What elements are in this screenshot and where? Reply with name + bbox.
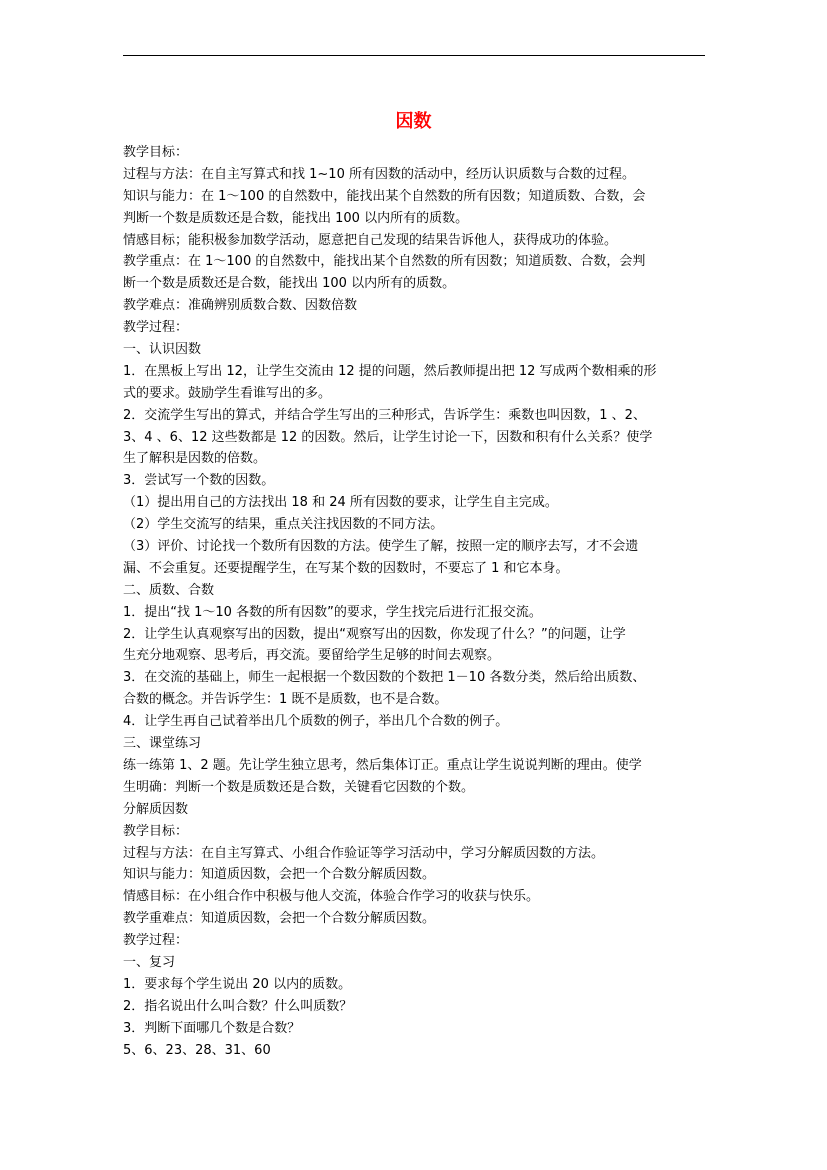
text-line: 过程与方法：在自主写算式和找 1~10 所有因数的活动中，经历认识质数与合数的过程。 bbox=[123, 166, 635, 182]
text-line: 判断一个数是质数还是合数，能找出 100 以内所有的质数。 bbox=[123, 210, 469, 226]
text-line: 合数的概念。并告诉学生：1 既不是质数，也不是合数。 bbox=[123, 692, 448, 708]
text-line: 3．尝试写一个数的因数。 bbox=[123, 473, 275, 489]
header-rule bbox=[123, 55, 705, 56]
text-line: 教学目标： bbox=[123, 145, 189, 160]
text-line: 分解质因数 bbox=[123, 801, 189, 817]
text-line: 2．交流学生写出的算式，并结合学生写出的三种形式，告诉学生：乘数也叫因数，1 、2、 bbox=[123, 407, 646, 423]
text-line: 教学目标： bbox=[123, 823, 189, 839]
text-line: 1．在黑板上写出 12，让学生交流由 12 提的问题，然后教师提出把 12 写成两个数相乘的形 bbox=[123, 363, 657, 379]
text-line: 教学过程： bbox=[123, 320, 189, 336]
text-line: 3、4 、6、12 这些数都是 12 的因数。然后，让学生讨论一下，因数和积有什么关系？使学 bbox=[123, 429, 653, 445]
text-line: 5、6、23、28、31、60 bbox=[123, 1042, 271, 1058]
text-line: 二、质数、合数 bbox=[123, 582, 215, 598]
text-line: 4．让学生再自己试着举出几个质数的例子，举出几个合数的例子。 bbox=[123, 714, 509, 730]
text-line: （1）提出用自己的方法找出 18 和 24 所有因数的要求，让学生自主完成。 bbox=[123, 495, 558, 511]
text-line: 教学难点：准确辨别质数合数、因数倍数 bbox=[123, 298, 358, 314]
text-line: 教学重点：在 1～100 的自然数中，能找出某个自然数的所有因数；知道质数、合数，会判 bbox=[123, 254, 646, 270]
text-line: 一、认识因数 bbox=[123, 342, 202, 358]
text-line: 教学过程： bbox=[123, 933, 189, 949]
text-line: 知识与能力：知道质因数，会把一个合数分解质因数。 bbox=[123, 867, 436, 883]
text-line: 2．指名说出什么叫合数？什么叫质数？ bbox=[123, 998, 353, 1014]
text-line: 过程与方法：在自主写算式、小组合作验证等学习活动中，学习分解质因数的方法。 bbox=[123, 845, 605, 861]
text-line: 3．判断下面哪几个数是合数？ bbox=[123, 1020, 301, 1036]
text-line: （2）学生交流写的结果，重点关注找因数的不同方法。 bbox=[123, 517, 444, 533]
text-line: 情感目标；能积极参加数学活动，愿意把自己发现的结果告诉他人，获得成功的体验。 bbox=[123, 232, 618, 248]
text-line: 生充分地观察、思考后，再交流。要留给学生足够的时间去观察。 bbox=[123, 648, 501, 664]
text-line: 2．让学生认真观察写出的因数，提出“观察写出的因数，你发现了什么？”的问题，让学 bbox=[123, 626, 626, 642]
text-line: 3．在交流的基础上，师生一起根据一个数因数的个数把 1－10 各数分类，然后给出质数、 bbox=[123, 670, 646, 686]
text-line: 漏、不会重复。还要提醒学生，在写某个数的因数时，不要忘了 1 和它本身。 bbox=[123, 560, 569, 576]
text-line: 1．提出“找 1～10 各数的所有因数”的要求，学生找完后进行汇报交流。 bbox=[123, 604, 542, 620]
text-line: 1．要求每个学生说出 20 以内的质数。 bbox=[123, 976, 352, 992]
text-line: 知识与能力：在 1～100 的自然数中，能找出某个自然数的所有因数；知道质数、合数，会 bbox=[123, 188, 646, 204]
text-line: 练一练第 1、2 题。先让学生独立思考，然后集体订正。重点让学生说说判断的理由。使学 bbox=[123, 757, 642, 773]
document-title: 因数 bbox=[395, 111, 432, 132]
text-line: 式的要求。鼓励学生看谁写出的多。 bbox=[123, 385, 332, 401]
text-line: 生明确：判断一个数是质数还是合数，关键看它因数的个数。 bbox=[123, 779, 475, 795]
text-line: 教学重难点：知道质因数，会把一个合数分解质因数。 bbox=[123, 911, 436, 927]
document-body bbox=[123, 142, 705, 1061]
text-line: 情感目标：在小组合作中积极与他人交流，体验合作学习的收获与快乐。 bbox=[123, 889, 540, 905]
text-line: 一、复习 bbox=[123, 954, 176, 970]
text-line: 生了解积是因数的倍数。 bbox=[123, 451, 267, 467]
text-line: 三、课堂练习 bbox=[123, 736, 202, 752]
text-line: 断一个数是质数还是合数，能找出 100 以内所有的质数。 bbox=[123, 276, 456, 292]
text-line: （3）评价、讨论找一个数所有因数的方法。使学生了解，按照一定的顺序去写，才不会遗 bbox=[123, 539, 639, 555]
